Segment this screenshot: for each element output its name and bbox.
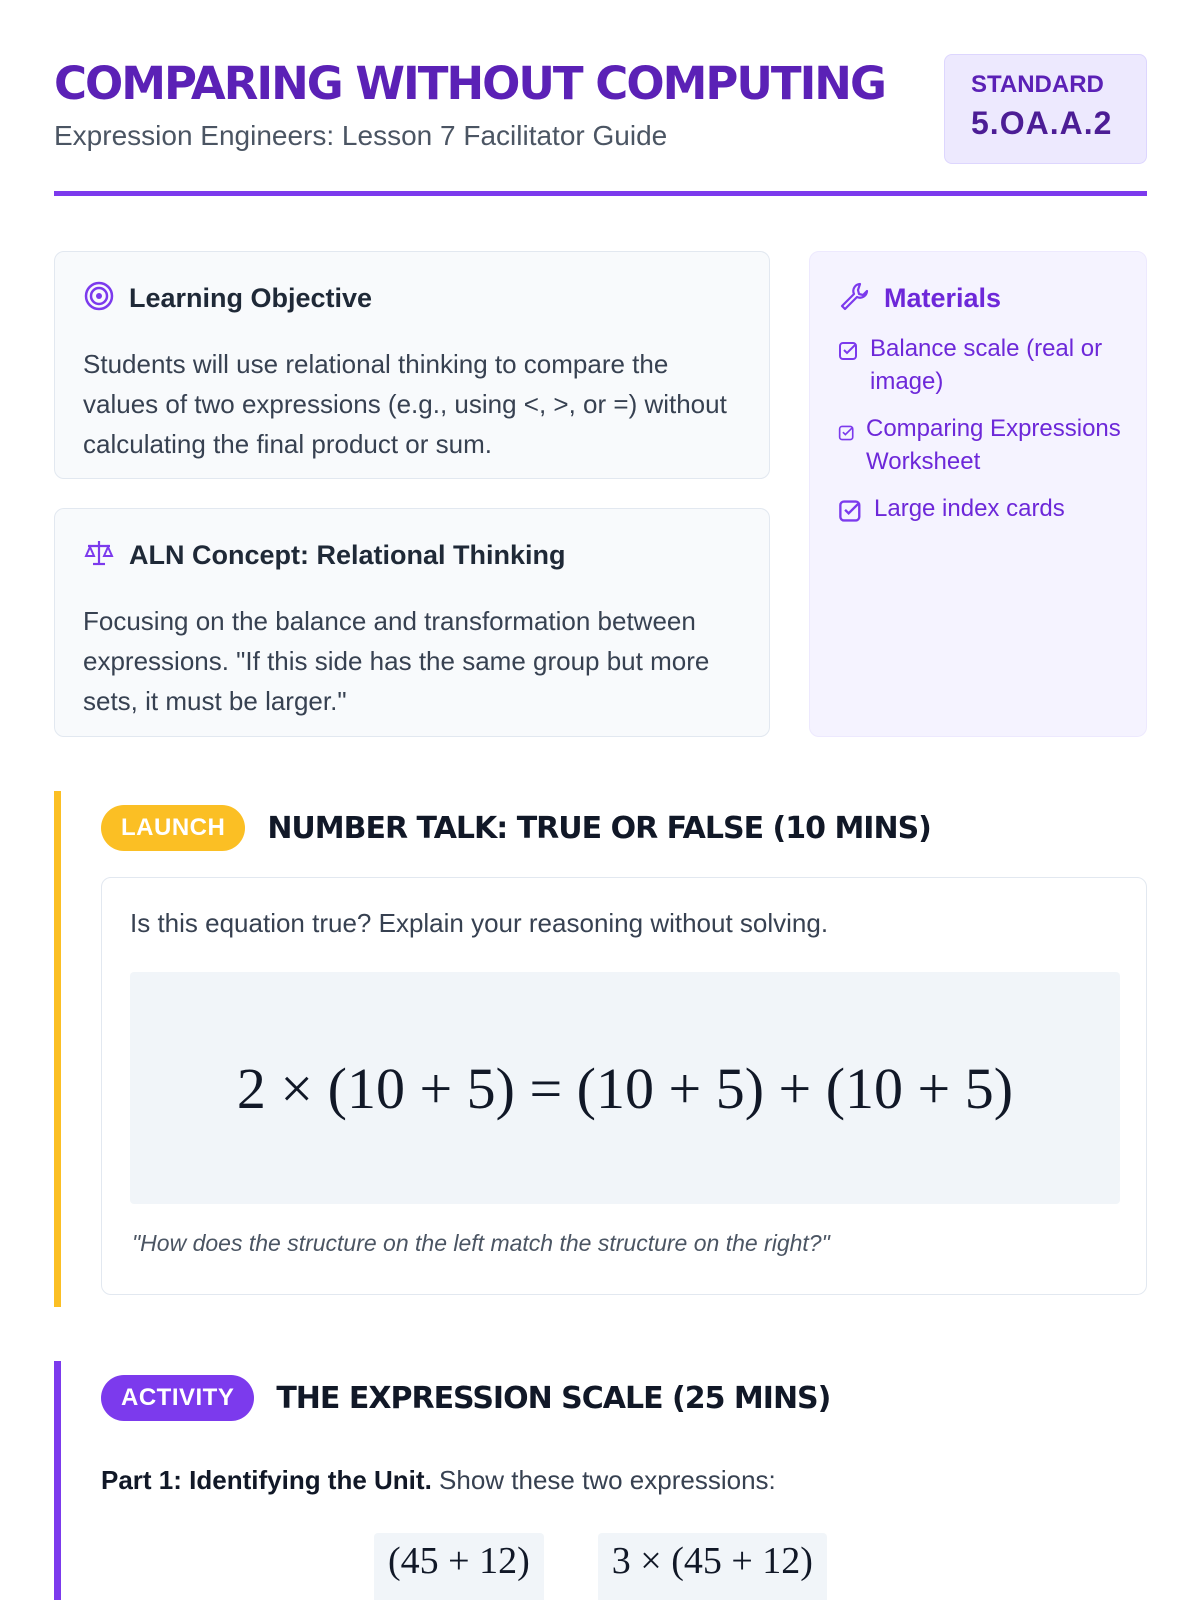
aln-concept-text: Focusing on the balance and transformation between expressions. "If this side has the same group but more sets, it must be larger." — [83, 606, 710, 716]
expression-card: (45 + 12) — [374, 1533, 544, 1600]
expression-row — [54, 1533, 1147, 1600]
materials-title: Materials — [884, 283, 1002, 313]
standard-badge — [944, 54, 1147, 164]
materials-item — [838, 492, 1128, 533]
aln-concept-header — [83, 537, 566, 574]
materials-card — [809, 251, 1147, 737]
materials-item-label: Comparing Expressions Worksheet — [866, 415, 1121, 475]
activity-section — [54, 1361, 1147, 1600]
part-1-instruction — [101, 1465, 776, 1496]
discussion-question: "How does the structure on the left match the structure on the right?" — [132, 1230, 830, 1256]
page-subtitle: Expression Engineers: Lesson 7 Facilitator Guide — [54, 120, 668, 151]
launch-section — [54, 791, 1147, 1307]
launch-accent-bar — [54, 791, 61, 1307]
lesson-header — [54, 54, 1147, 196]
equation: 2 × (10 + 5) = (10 + 5) + (10 + 5) — [236, 1055, 1014, 1121]
wrench-icon — [838, 280, 870, 317]
materials-list — [838, 332, 1128, 547]
learning-objective-title: Learning Objective — [129, 283, 373, 313]
activity-title: THE EXPRESSION SCALE (25 MINS) — [276, 1380, 831, 1416]
launch-header — [101, 805, 931, 851]
learning-objective-header — [83, 280, 372, 317]
materials-item — [838, 412, 1128, 478]
launch-badge: LAUNCH — [101, 805, 245, 851]
standard-code: 5.OA.A.2 — [971, 105, 1113, 141]
materials-item — [838, 332, 1128, 398]
materials-item-label: Large index cards — [874, 495, 1065, 522]
materials-header — [838, 280, 1001, 317]
target-icon — [83, 280, 115, 317]
checkbox-icon — [838, 418, 856, 451]
aln-concept-title: ALN Concept: Relational Thinking — [129, 540, 566, 570]
learning-objective-text: Students will use relational thinking to compare the values of two expressions (e.g., using <, >, or =) without calculating the final product or sum. — [83, 349, 727, 459]
expression-card: 3 × (45 + 12) — [598, 1533, 827, 1600]
checkbox-icon — [838, 338, 860, 371]
activity-header — [101, 1375, 830, 1421]
checkbox-icon — [838, 498, 864, 533]
number-talk-prompt: Is this equation true? Explain your reasoning without solving. — [130, 908, 829, 938]
activity-badge: ACTIVITY — [101, 1375, 254, 1421]
equation-box — [130, 972, 1120, 1204]
learning-objective-card — [54, 251, 770, 479]
materials-item-label: Balance scale (real or image) — [870, 335, 1103, 395]
balance-scale-icon — [83, 537, 115, 574]
launch-title: NUMBER TALK: TRUE OR FALSE (10 MINS) — [267, 810, 931, 846]
aln-concept-card — [54, 508, 770, 737]
standard-label: STANDARD — [971, 71, 1104, 98]
page-title: COMPARING WITHOUT COMPUTING — [54, 57, 885, 110]
part-1-label: Part 1: Identifying the Unit. — [101, 1465, 432, 1495]
part-1-text: Show these two expressions: — [431, 1465, 776, 1495]
number-talk-card — [101, 877, 1147, 1295]
